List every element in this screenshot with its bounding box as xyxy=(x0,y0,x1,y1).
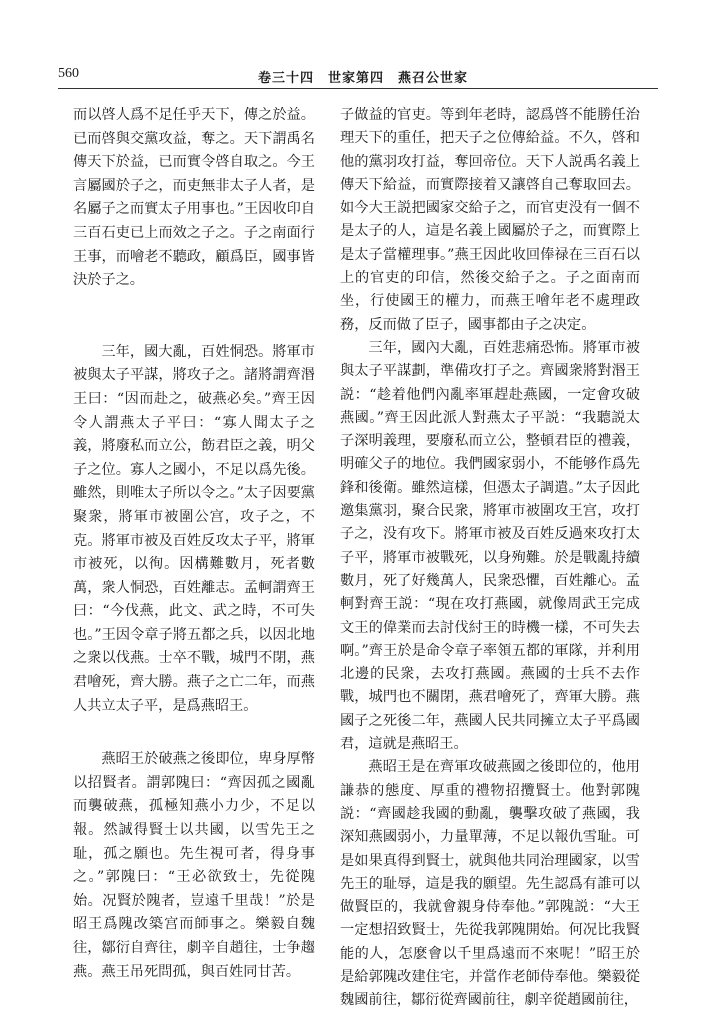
original-paragraph-2: 三年，國大亂，百姓恫恐。將軍市被與太子平謀，將攻子之。諸將謂齊湣王曰：“因而赴之，破燕必矣。”齊王因令人謂燕太子平曰：“寡人聞太子之義，將廢私而立公，飭君臣之義，明父子之位。寡人之國小，不足以爲先後。雖然，則唯太子所以令之。”太子因要黨聚衆，將軍市被圍公宫，攻子之，不克。將軍市被及百姓反攻太子平，將軍市被死，以徇。因構難數月，死者數萬，衆人恫恐，百姓離志。孟軻謂齊王曰：“今伐燕，此文、武之時，不可失也。”王因令章子將五都之兵，以因北地之衆以伐燕。士卒不戰，城門不閉，燕君噲死，齊大勝。燕子之亡二年，而燕人共立太子平，是爲燕昭王。 xyxy=(73,343,315,714)
original-paragraph-3: 燕昭王於破燕之後即位，卑身厚幣以招賢者。謂郭隗曰：“齊因孤之國亂而襲破燕，孤極知燕小力少，不足以報。然誠得賢士以共國，以雪先王之耻，孤之願也。先生視可者，得身事之。”郭隗曰：“王必欲致士，先從隗始。况賢於隗者，豈遠千里哉！”於是昭王爲隗改築宫而師事之。樂毅自魏往，鄒衍自齊往，劇辛自趙往，士争趨燕。燕王吊死問孤，與百姓同甘苦。 xyxy=(73,751,315,980)
page-header xyxy=(58,66,658,89)
translation-paragraph-1: 子做益的官吏。等到年老時，認爲啓不能勝任治理天下的重任，把天子之位傳給益。不久，啓和他的黨羽攻打益，奪回帝位。天下人説禹名義上傳天下給益，而實際接着又讓啓自己奪取回去。如今大王説把國家交給子之，而官吏没有一個不是太子的人，這是名義上國屬於子之，而實際上是太子當權理事。”燕王因此收回俸禄在三百石以上的官吏的印信，然後交給子之。子之面南而坐，行使國王的權力，而燕王噲年老不處理政務，反而做了臣子，國事都由子之决定。 xyxy=(340,107,640,333)
translation-paragraph-2: 三年，國內大亂，百姓悲痛恐怖。將軍市被與太子平謀劃，準備攻打子之。齊國衆將對湣王説：“趁着他們內亂率軍趕赴燕國，一定會攻破燕國。”齊王因此派人對燕太子平説：“我聽説太子深明義理，要廢私而立公，整頓君臣的禮義，明確父子的地位。我們國家弱小，不能够作爲先鋒和後衛。雖然這樣，但憑太子調遣。”太子因此邀集黨羽，聚合民衆，將軍市被圍攻王宫，攻打子之，没有攻下。將軍市被及百姓反過來攻打太子平，將軍市被戰死，以身殉難。於是戰亂持續數月，死了好幾萬人，民衆恐懼，百姓離心。孟軻對齊王説：“現在攻打燕國，就像周武王完成文王的偉業而去討伐紂王的時機一樣，不可失去啊。”齊王於是命令章子率領五都的軍隊，并利用北邊的民衆，去攻打燕國。燕國的士兵不去作戰，城門也不關閉，燕君噲死了，齊軍大勝。燕國子之死後二年，燕國人民共同擁立太子平爲國君，這就是燕昭王。 xyxy=(340,339,640,753)
page-number: 560 xyxy=(58,66,79,81)
original-text-column xyxy=(73,104,315,984)
translation-paragraph-3: 燕昭王是在齊軍攻破燕國之後即位的，他用謙恭的態度、厚重的禮物招攬賢士。他對郭隗説：“齊國趁我國的動亂，襲擊攻破了燕國，我深知燕國弱小，力量單薄，不足以報仇雪耻。可是如果真得到賢士，就與他共同治理國家，以雪先王的耻辱，這是我的願望。先生認爲有誰可以做賢臣的，我就會親身侍奉他。”郭隗説：“大王一定想招致賢士，先從我郭隗開始。何况比我賢能的人，怎麽會以千里爲遠而不來呢！”昭王於是給郭隗改建住宅，并當作老師侍奉他。樂毅從魏國前往，鄒衍從齊國前往，劇辛從趙國前往， xyxy=(340,759,640,1009)
running-head: 卷三十四 世家第四 燕召公世家 xyxy=(258,71,469,86)
translation-column xyxy=(340,104,640,1013)
original-paragraph-1: 而以啓人爲不足任乎天下，傳之於益。已而啓與交黨攻益，奪之。天下謂禹名傳天下於益，已而實令啓自取之。今王言屬國於子之，而吏無非太子人者，是名屬子之而實太子用事也。”王因收印自三百石吏已上而效之子之。子之南面行王事，而噲老不聽政，顧爲臣，國事皆決於子之。 xyxy=(73,107,315,289)
